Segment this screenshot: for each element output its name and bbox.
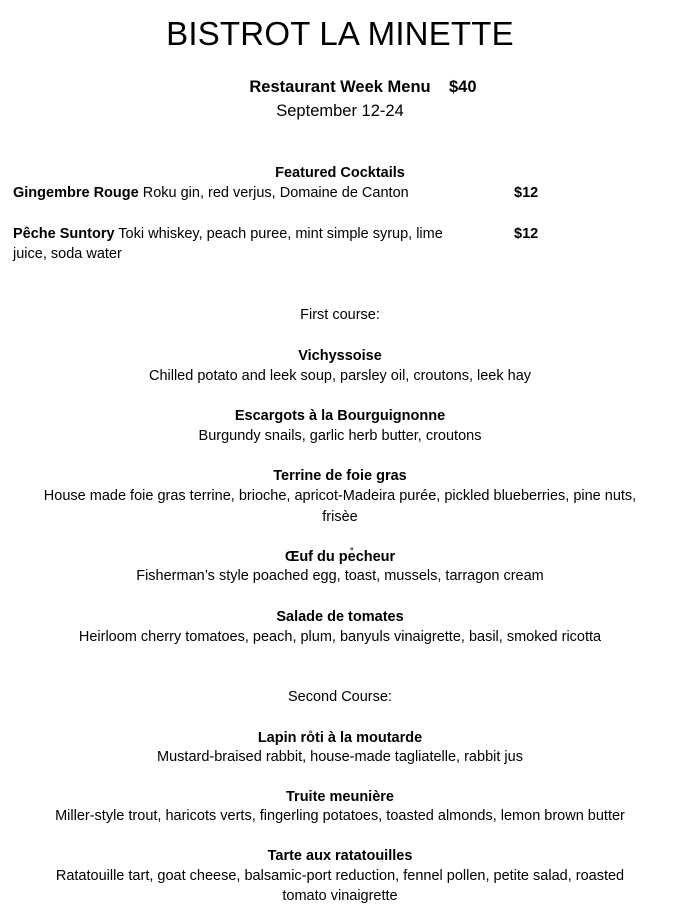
cocktails-heading: Featured Cocktails <box>275 165 405 181</box>
cocktail-name: Gingembre Rouge <box>13 185 139 201</box>
cocktail-desc: Toki whiskey, peach puree, mint simple syrup, lime juice, soda water <box>13 226 443 262</box>
menu-price: $40 <box>449 78 477 96</box>
dish-description: Ratatouille tart, goat cheese, balsamic-port reduction, fennel pollen, petite salad, roasted <box>55 868 625 884</box>
cocktail-price: $12 <box>514 185 539 201</box>
menu-name: Restaurant Week Menu <box>249 78 431 96</box>
dish-name: Vichyssoise <box>298 348 382 364</box>
dish-description: House made foie gras terrine, brioche, apricot-Madeira purée, pickled blueberries, pine nuts, <box>43 488 637 504</box>
first-course-heading: First course: <box>300 307 380 323</box>
dish-name: Œuf du pe̊cheur <box>284 549 396 565</box>
cocktail-item <box>13 224 453 264</box>
dish-description-cont: tomato vinaigrette <box>282 888 398 904</box>
cocktail-item <box>13 183 453 203</box>
cocktail-price: $12 <box>514 226 539 242</box>
dish-name: Truite meunière <box>286 789 394 805</box>
dish-description: Mustard-braised rabbit, house-made tagliatelle, rabbit jus <box>157 749 523 765</box>
dish-name: Lapin ro̊ti à la moutarde <box>257 730 423 746</box>
dish-description: Miller-style trout, haricots verts, fingerling potatoes, toasted almonds, lemon brown butter <box>55 808 625 824</box>
dish-name: Terrine de foie gras <box>273 468 407 484</box>
dish-name: Escargots à la Bourguignonne <box>234 408 446 424</box>
dish-description: Chilled potato and leek soup, parsley oil, croutons, leek hay <box>148 368 532 384</box>
second-course-heading: Second Course: <box>288 689 392 705</box>
dish-name: Tarte aux ratatouilles <box>267 848 413 864</box>
dish-description: Fisherman’s style poached egg, toast, mussels, tarragon cream <box>136 568 544 584</box>
menu-dates: September 12-24 <box>276 102 404 120</box>
dish-name: Salade de tomates <box>276 609 404 625</box>
cocktail-desc: Roku gin, red verjus, Domaine de Canton <box>138 185 409 201</box>
dish-description: Burgundy snails, garlic herb butter, croutons <box>198 428 482 444</box>
dish-description: Heirloom cherry tomatoes, peach, plum, banyuls vinaigrette, basil, smoked ricotta <box>78 629 602 645</box>
cocktail-name: Pêche Suntory <box>13 226 115 242</box>
dish-description-cont: frisèe <box>322 509 358 525</box>
restaurant-title: BISTROT LA MINETTE <box>166 15 514 52</box>
